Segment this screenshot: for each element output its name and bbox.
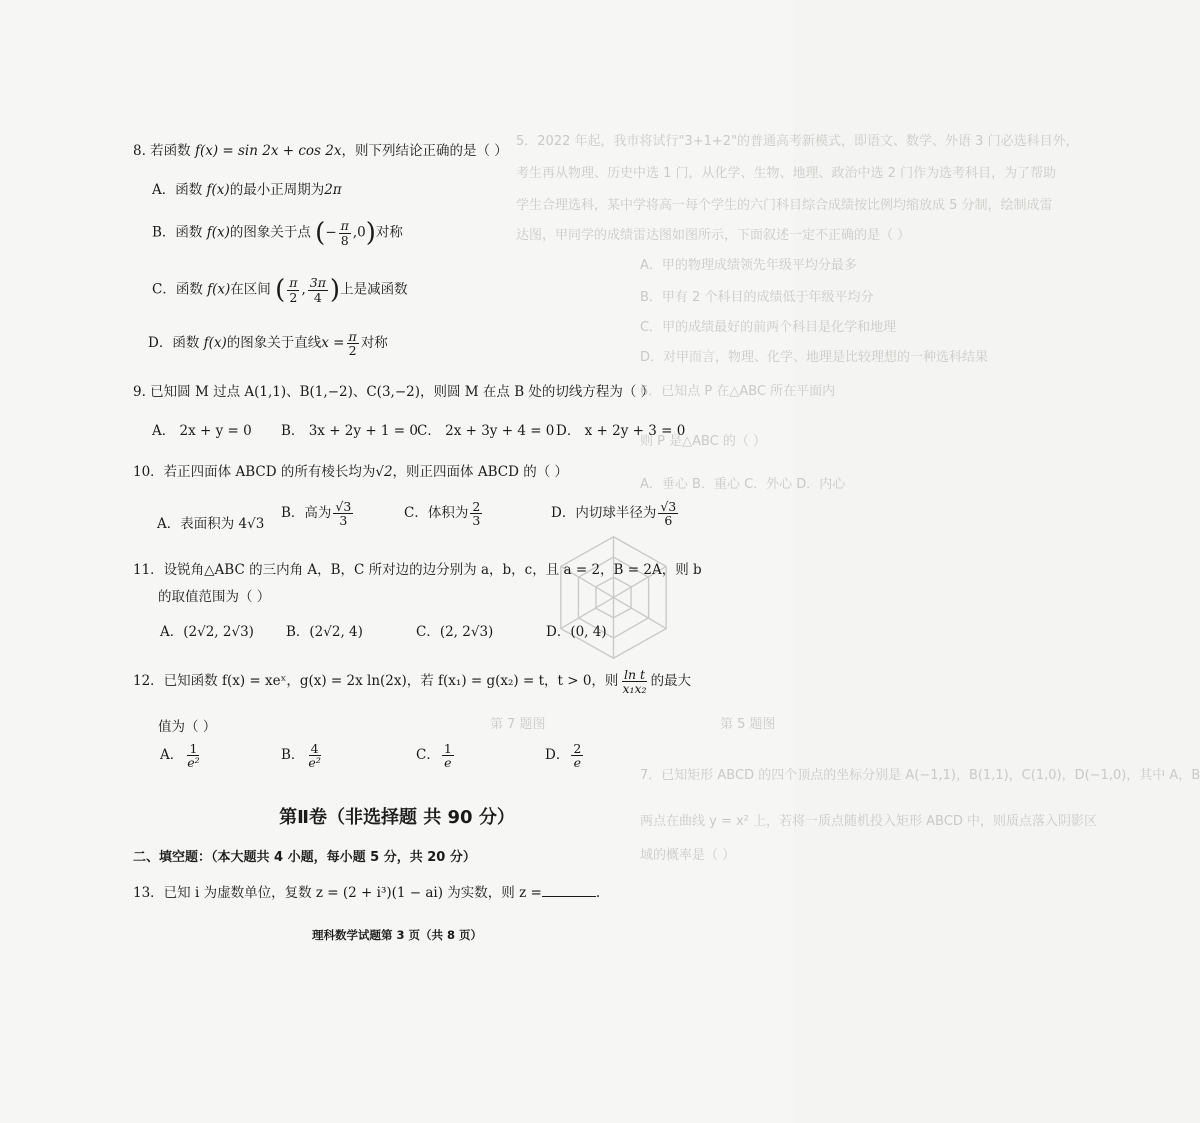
q8-option-d <box>148 330 388 357</box>
q8-c-prefix: C．函数 <box>152 281 208 298</box>
q11-option-d: D．(0, 4) <box>546 624 607 640</box>
q12-a-fraction: $\frac{1}{\text{e²}}$ <box>187 741 200 771</box>
bleed-through-text: 域的概率是（ ） <box>640 848 736 863</box>
bleed-through-radar-chart <box>546 530 681 665</box>
q10-edge-length: √2 <box>375 464 393 480</box>
q8-c-text: 在区间 <box>230 281 271 298</box>
q10-option-d <box>551 500 680 527</box>
q8-a-function: f(x) <box>206 182 230 198</box>
q10-d-prefix: D．内切球半径为 <box>551 505 657 522</box>
q10-stem-suffix: ，则正四面体 ABCD 的（ ） <box>392 464 568 480</box>
q11-option-a: A．(2√2, 2√3) <box>160 624 254 640</box>
q8-b-suffix: 对称 <box>375 224 403 241</box>
bleed-through-text: 6．已知点 P 在△ABC 所在平面内 <box>640 384 836 399</box>
q8-d-suffix: 对称 <box>360 335 388 352</box>
q12-d-fraction: $\frac{2}{e}$ <box>573 741 582 771</box>
q8-a-value: 2π <box>324 182 342 198</box>
bleed-through-text: 考生再从物理、历史中选 1 门，从化学、生物、地理、政治中选 2 门作为选考科目，为了帮助 <box>516 166 1057 181</box>
fill-in-blank-header: 二、填空题：（本大题共 4 小题，每小题 5 分，共 20 分） <box>133 850 476 865</box>
q9-option-d: D． x + 2y + 3 = 0 <box>556 423 686 439</box>
q10-stem <box>133 460 568 480</box>
q11-stem-line1: 11．设锐角△ABC 的三内角 A，B，C 所对边的边分别为 a，b，c，且 a = 2，B = 2A，则 b <box>133 562 702 578</box>
q11-stem-line2: 的取值范围为（ ） <box>158 589 271 605</box>
q13-text: 13．已知 i 为虚数单位，复数 z = (2 + i³)(1 − ai) 为实数，则 z = <box>133 885 542 901</box>
q9-option-c: C． 2x + 3y + 4 = 0 <box>417 423 555 439</box>
q8-b-function: f(x) <box>206 224 230 241</box>
q10-c-prefix: C．体积为 <box>404 505 469 522</box>
q8-c-function: f(x) <box>207 281 231 298</box>
bleed-through-text: C．甲的成绩最好的前两个科目是化学和地理 <box>640 320 897 335</box>
q12-stem-prefix: 12．已知函数 f(x) = xeˣ，g(x) = 2x ln(2x)，若 f(x₁) = g(x₂) = t，t > 0，则 <box>133 673 619 690</box>
q10-option-a: A．表面积为 4√3 <box>157 516 265 532</box>
bleed-through-text: 则 P 是△ABC 的（ ） <box>640 434 767 449</box>
q11-option-b: B．(2√2, 4) <box>286 624 363 640</box>
q11-option-c: C．(2, 2√3) <box>416 624 494 640</box>
q8-b-prefix: B．函数 <box>152 224 207 241</box>
q8-c-fraction-1: $\frac{\pi}{2}$ <box>289 275 298 305</box>
q12-option-c: C． $\frac{1}{e}$ <box>416 741 452 771</box>
bleed-through-text: B．甲有 2 个科目的成绩低于年级平均分 <box>640 290 874 305</box>
bleed-through-text: A．甲的物理成绩领先年级平均分最多 <box>640 258 857 273</box>
q10-option-c <box>404 500 484 527</box>
bleed-through-text: 达图，甲同学的成绩雷达图如图所示，下面叙述一定不正确的是（ ） <box>516 228 911 243</box>
bleed-through-text: 学生合理选科，某中学将高一每个学生的六门科目综合成绩按比例均缩放成 5 分制，绘制成雷 <box>516 198 1053 213</box>
q12-stem-line2: 值为（ ） <box>158 719 217 735</box>
q8-d-text: 的图象关于直线 <box>226 335 322 352</box>
q12-option-d: D． $\frac{2}{e}$ <box>545 741 582 771</box>
q10-c-fraction: $\frac{2}{3}$ <box>472 499 481 529</box>
q8-b-minus: − <box>325 224 337 241</box>
q10-b-fraction: $\frac{√3}{3}$ <box>335 499 352 529</box>
bleed-through-text: A．垂心 B．重心 C．外心 D．内心 <box>640 477 846 492</box>
q13-stem: 13．已知 i 为虚数单位，复数 z = (2 + i³)(1 − ai) 为实数，则 z = . <box>133 885 601 901</box>
q12-fraction: $\frac{\text{ln t}}{\text{x₁x₂}}$ <box>622 667 647 697</box>
q8-b-fraction: $\frac{\pi}{8}$ <box>340 218 349 248</box>
bleed-through-text: 7．已知矩形 ABCD 的四个顶点的坐标分别是 A(−1,1)，B(1,1)，C(1,0)，D(−1,0)，其中 A，B <box>640 768 1200 783</box>
q8-option-b: B．函数 f(x)的图象关于点 (− $\frac{\pi}{8}$ ,0)对称 <box>152 218 403 248</box>
q12-b-fraction: $\frac{4}{\text{e²}}$ <box>308 741 321 771</box>
q9-stem: 9. 已知圆 M 过点 A(1,1)、B(1,−2)、C(3,−2)，则圆 M 在点 B 处的切线方程为（ ） <box>133 384 655 400</box>
q12-option-b: B． $\frac{4}{\text{e²}}$ <box>281 741 321 771</box>
q10-b-prefix: B．高为 <box>281 505 332 522</box>
q8-option-a <box>152 178 342 198</box>
q9-option-a: A． 2x + y = 0 <box>152 423 252 439</box>
page-footer: 理科数学试题第 3 页（共 8 页） <box>311 928 483 942</box>
q8-stem <box>133 139 508 159</box>
q10-d-fraction: $\frac{√3}{6}$ <box>660 499 677 529</box>
q8-c-fraction-2: $\frac{3\pi}{4}$ <box>309 275 326 305</box>
q10-option-b <box>281 500 355 527</box>
q13-answer-blank[interactable] <box>542 884 596 897</box>
q8-b-text: 的图象关于点 <box>229 224 311 241</box>
bleed-through-text: 第 5 题图 <box>720 717 776 732</box>
q9-option-b: B． 3x + 2y + 1 = 0 <box>281 423 418 439</box>
bleed-through-text: D．对甲而言，物理、化学、地理是比较理想的一种选科结果 <box>640 350 989 365</box>
q8-option-c: C．函数 f(x)在区间 ( $\frac{\pi}{2}$ , $\frac{3\pi}{4}$ )上是减函数 <box>152 275 408 305</box>
q12-stem-suffix: 的最大 <box>650 673 692 690</box>
bleed-through-text: 5．2022 年起，我市将试行"3+1+2"的普通高考新模式，即语文、数学、外语 3 门必选科目外， <box>516 134 1079 149</box>
q8-b-point-tail: ,0 <box>352 224 366 241</box>
q8-function: f(x) = sin 2x + cos 2x <box>194 143 342 159</box>
q12-option-a: A． $\frac{1}{\text{e²}}$ <box>160 741 200 771</box>
q8-d-function: f(x) <box>203 335 227 352</box>
bleed-through-text: 第 7 题图 <box>490 717 546 732</box>
q10-stem-prefix: 10．若正四面体 ABCD 的所有棱长均为 <box>133 464 376 480</box>
q8-a-prefix: A．函数 <box>152 182 207 198</box>
q12-c-fraction: $\frac{1}{e}$ <box>443 741 452 771</box>
q12-stem <box>133 668 691 695</box>
q8-stem-prefix: 8. 若函数 <box>133 143 195 159</box>
q8-d-fraction: $\frac{\pi}{2}$ <box>348 329 357 359</box>
q8-d-variable: x = <box>321 335 345 352</box>
q8-c-suffix: 上是减函数 <box>340 281 408 298</box>
bleed-through-text: 两点在曲线 y = x² 上，若将一质点随机投入矩形 ABCD 中，则质点落入阴影区 <box>640 814 1097 829</box>
q8-d-prefix: D．函数 <box>148 335 204 352</box>
section-2-title: 第Ⅱ卷（非选择题 共 90 分） <box>279 807 515 828</box>
q8-stem-suffix: ，则下列结论正确的是（ ） <box>341 143 508 159</box>
q8-a-text: 的最小正周期为 <box>229 182 325 198</box>
